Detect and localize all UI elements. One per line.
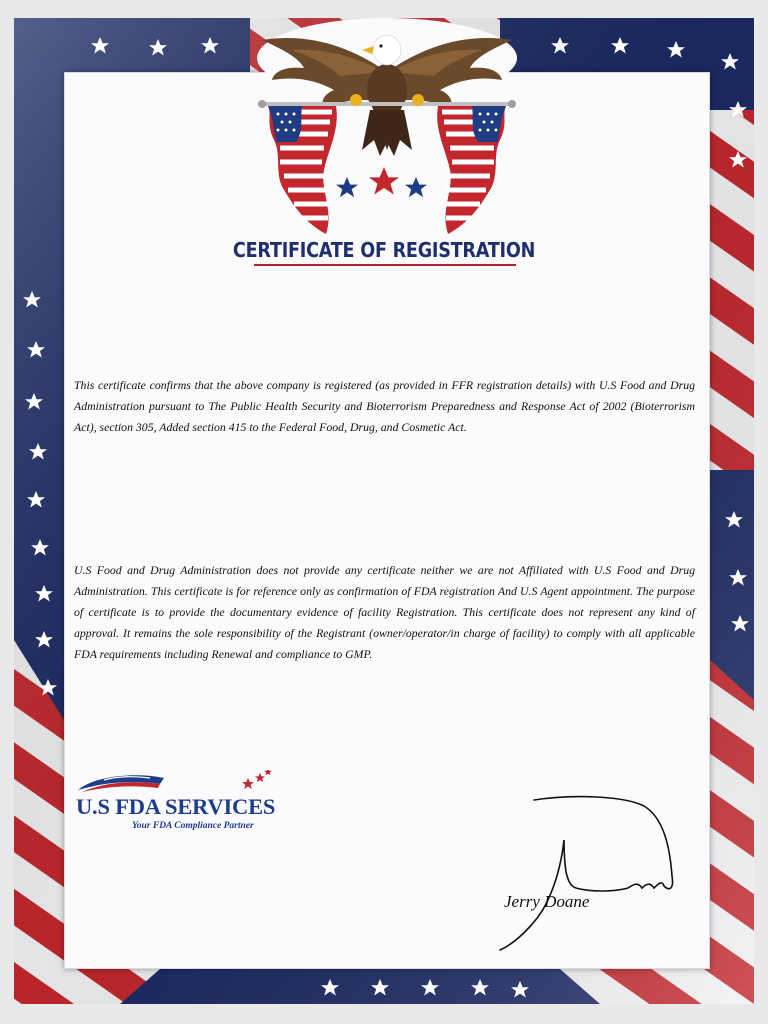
signer-name: Jerry Doane: [504, 892, 590, 911]
registration-statement: This certificate confirms that the above company is registered (as provided in FFR registration details) with U.S Food and Drug Administration pursuant to The Public Health Security and Bioterrorism Preparedness and Response Act of 2002 (Bioterrorism Act), section 305, Added section 415 to the Federal Food, Drug, and Cosmetic Act.: [74, 378, 695, 434]
disclaimer-statement: U.S Food and Drug Administration does not provide any certificate neither we are not Affiliated with U.S Food and Drug Administration. This certificate is for reference only as confirmation of FDA registration And U.S Agent appointment. The purpose of certificate is to provide the documentary evidence of facility Registration. This certificate does not represent any kind of approval. It remains the sole responsibility of the Registrant (owner/operator/in charge of facility) to comply with all applicable FDA requirements including Renewal and compliance to GMP.: [74, 563, 695, 661]
title-underline: [254, 264, 516, 266]
company-logo: [74, 770, 314, 840]
certificate-title: CERTIFICATE OF REGISTRATION: [232, 238, 536, 262]
eagle-with-flags-icon: [244, 10, 530, 246]
handwritten-signature: [494, 788, 684, 954]
logo-name: U.S FDA SERVICES: [76, 794, 276, 819]
logo-tagline: Your FDA Compliance Partner: [132, 821, 254, 831]
